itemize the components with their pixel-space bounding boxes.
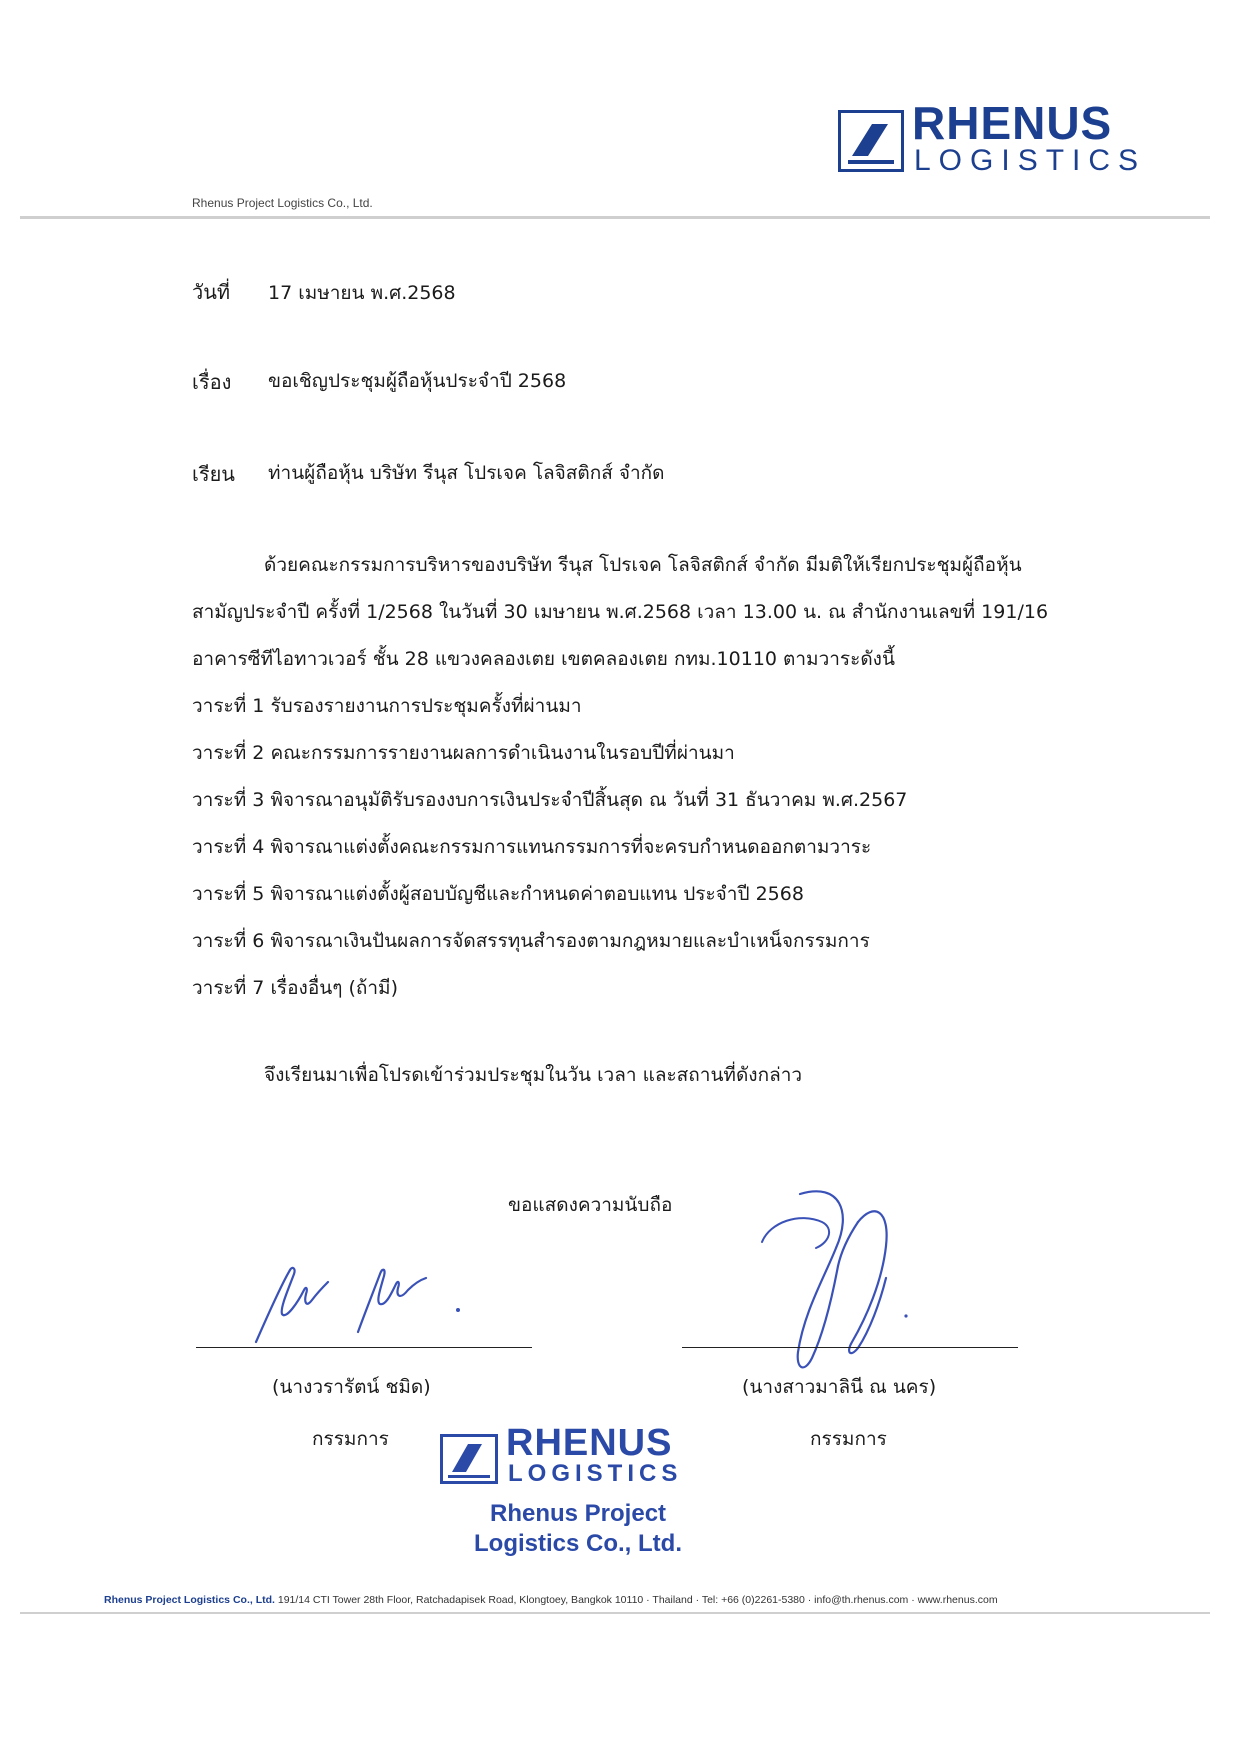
stamp-company-line-2: Logistics Co., Ltd. <box>474 1530 682 1557</box>
signature-line-1 <box>196 1347 532 1348</box>
signatory-1-name: (นางวรารัตน์ ชมิด) <box>272 1376 431 1398</box>
agenda-item-5: วาระที่ 5 พิจารณาแต่งตั้งผู้สอบบัญชีและกำหนดค่าตอบแทน ประจำปี 2568 <box>192 883 804 905</box>
signature-1-handwriting <box>250 1240 490 1350</box>
logo-wordmark-bottom: LOGISTICS <box>914 144 1147 177</box>
header-company-name: Rhenus Project Logistics Co., Ltd. <box>192 196 373 210</box>
closing-text: ขอแสดงความนับถือ <box>508 1194 673 1216</box>
agenda-item-4: วาระที่ 4 พิจารณาแต่งตั้งคณะกรรมการแทนกรรมการที่จะครบกำหนดออกตามวาระ <box>192 836 872 858</box>
stamp-logo-icon <box>440 1434 498 1484</box>
agenda-item-7: วาระที่ 7 เรื่องอื่นๆ (ถ้ามี) <box>192 977 398 999</box>
date-value: 17 เมษายน พ.ศ.2568 <box>268 282 456 304</box>
footer-divider <box>20 1612 1210 1614</box>
agenda-item-2: วาระที่ 2 คณะกรรมการรายงานผลการดำเนินงานในรอบปีที่ผ่านมา <box>192 742 735 764</box>
invitation-text: จึงเรียนมาเพื่อโปรดเข้าร่วมประชุมในวัน เวลา และสถานที่ดังกล่าว <box>264 1064 803 1086</box>
signatory-2-role: กรรมการ <box>810 1428 887 1450</box>
to-value: ท่านผู้ถือหุ้น บริษัท รีนุส โปรเจค โลจิสติกส์ จำกัด <box>268 462 665 484</box>
agenda-item-6: วาระที่ 6 พิจารณาเงินปันผลการจัดสรรทุนสำรองตามกฎหมายและบำเหน็จกรรมการ <box>192 930 870 952</box>
subject-value: ขอเชิญประชุมผู้ถือหุ้นประจำปี 2568 <box>268 370 567 392</box>
subject-label: เรื่อง <box>192 370 232 394</box>
body-line-1: ด้วยคณะกรรมการบริหารของบริษัท รีนุส โปรเจค โลจิสติกส์ จำกัด มีมติให้เรียกประชุมผู้ถือหุ้น <box>264 554 1022 576</box>
stamp-company-line-1: Rhenus Project <box>490 1500 667 1527</box>
to-label: เรียน <box>192 462 235 486</box>
stamp-wordmark-top: RHENUS <box>506 1422 673 1464</box>
signature-line-2 <box>682 1347 1018 1348</box>
signatory-2-name: (นางสาวมาลินี ณ นคร) <box>742 1376 937 1398</box>
header-divider <box>20 216 1210 219</box>
footer-company: Rhenus Project Logistics Co., Ltd. <box>104 1594 275 1606</box>
company-logo <box>838 97 1158 177</box>
body-line-3: อาคารซีทีไอทาวเวอร์ ชั้น 28 แขวงคลองเตย เขตคลองเตย กทม.10110 ตามวาระดังนี้ <box>192 648 895 670</box>
logo-wordmark-top: RHENUS <box>912 97 1113 149</box>
rhenus-logo-icon <box>838 110 904 172</box>
agenda-item-1: วาระที่ 1 รับรองรายงานการประชุมครั้งที่ผ่านมา <box>192 695 582 717</box>
footer-address: 191/14 CTI Tower 28th Floor, Ratchadapisek Road, Klongtoey, Bangkok 10110 · Thailand · Tel: +66 (0)2261-5380 · info@th.rhenus.com · www.rhenus.com <box>277 1594 998 1606</box>
signature-2-handwriting <box>740 1182 920 1382</box>
footer-contact <box>104 1594 998 1606</box>
company-stamp <box>440 1422 720 1568</box>
signatory-1-role: กรรมการ <box>312 1428 389 1450</box>
body-line-2: สามัญประจำปี ครั้งที่ 1/2568 ในวันที่ 30 เมษายน พ.ศ.2568 เวลา 13.00 น. ณ สำนักงานเลขที่ 191/16 <box>192 601 1049 623</box>
stamp-wordmark-bottom: LOGISTICS <box>508 1460 683 1487</box>
date-label: วันที่ <box>192 280 231 304</box>
agenda-item-3: วาระที่ 3 พิจารณาอนุมัติรับรองงบการเงินประจำปีสิ้นสุด ณ วันที่ 31 ธันวาคม พ.ศ.2567 <box>192 789 908 811</box>
